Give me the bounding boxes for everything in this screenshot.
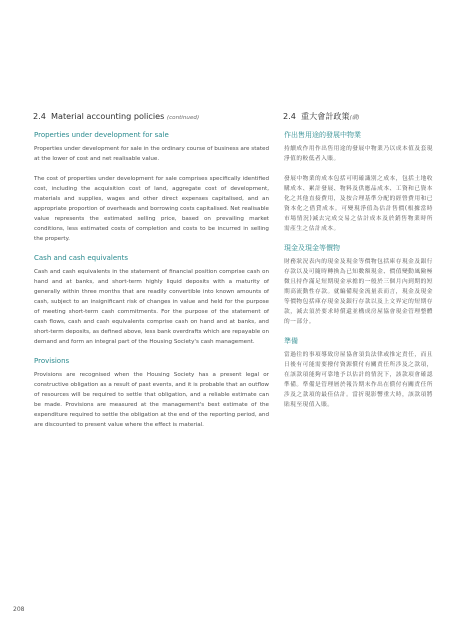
section-number: 2.4	[33, 111, 46, 121]
continued-label-zh: (續)	[349, 115, 360, 121]
subsection-heading-zh: 現金及現金等價物	[284, 244, 340, 252]
subsection-heading-zh: 準備	[284, 337, 298, 345]
page-number: 208	[13, 606, 25, 613]
paragraph-zh: 當過往的事項導致房屋協會須負法律或推定責任，而且日後有可能需要撥付資源償付有關責任所涉及之款項，在該款項能夠可靠地予以估計的情況下，該款項會確認準備。準備是管理層於報告期末作出在償付有關責任所涉及之款項的最佳估計。當折現影響重大時，該款項將貼現至現值入賬。	[284, 352, 433, 408]
subsection-heading: Cash and cash equivalents	[34, 254, 128, 262]
paragraph-zh: 持續成作用作出售用途的發展中物業乃以成本值及套現淨值的較低者入賬。	[284, 146, 433, 162]
subsection-heading-zh: 作出售用途的發展中物業	[284, 131, 361, 139]
section-title-text-zh: 重大會計政策	[301, 111, 350, 121]
paragraph: Cash and cash equivalents in the statement of financial position comprise cash on hand and at banks, and short-term highly liquid deposits with a maturity of generally within three months that are readily convertible into known amounts of cash, subject to an insignificant risk of changes in value and held for the purpose of meeting short-term cash commitments. For the purpose of the statement of cash flows, cash and cash equivalents comprise cash on hand and at banks, and short-term deposits, as defined above, less bank overdrafts which are repayable on demand and form an integral part of the Housing Society's cash management.	[34, 269, 269, 345]
continued-label: (continued)	[166, 115, 200, 121]
paragraph-zh: 財務狀況表內的現金及現金等價物包括庫存現金及銀行存款以及可隨時轉換為已知數額現金、價值變動風險極微且持作滿足短期現金承擔的一般於三個月內到期的短期高流動性存款。就編備現金流量表而言，現金及現金等價物包括庫存現金及銀行存款以及上文界定的短期存款，減去須於要求時償還並構成房屋協會現金管理整體的一部分。	[284, 259, 433, 325]
paragraph: The cost of properties under development for sale comprises specifically identified cost, including the acquisition cost of land, aggregate cost of development, materials and supplies, wages and other direct expenses capitalised, and an appropriate proportion of overheads and borrowing costs capitalised. Net realisable value represents the estimated selling price, based on prevailing market conditions, less estimated costs of completion and costs to be incurred in selling the property.	[34, 176, 269, 242]
section-title-zh	[283, 111, 433, 123]
paragraph-zh: 發展中物業的成本包括可明確識別之成本，包括土地收購成本、累計發展、物料及供應品成本、工資和已資本化之其他直接費用，及按合理基準分配的經營費用和已資本化之借貸成本。可變現淨值為估計售價(根據當時市場情況)減去完成交易之估計成本及於銷售物業時所需產生之估計成本。	[284, 176, 433, 232]
chinese-column	[283, 111, 433, 410]
paragraph: Provisions are recognised when the Housing Society has a present legal or constructive obligation as a result of past events, and it is probable that an outflow of resources will be required to settle that obligation, and a reliable estimate can be made. Provisions are measured at the management's best estimate of the expenditure required to settle the obligation at the end of the reporting period, and are discounted to present value where the effect is material.	[34, 372, 269, 428]
english-column	[33, 111, 269, 430]
paragraph: Properties under development for sale in the ordinary course of business are stated at the lower of cost and net realisable value.	[34, 146, 269, 162]
section-title	[33, 111, 269, 123]
subsection-heading: Provisions	[34, 357, 70, 365]
section-title-text: Material accounting policies	[51, 111, 165, 121]
subsection-heading: Properties under development for sale	[34, 131, 169, 139]
section-number-zh: 2.4	[283, 111, 296, 121]
